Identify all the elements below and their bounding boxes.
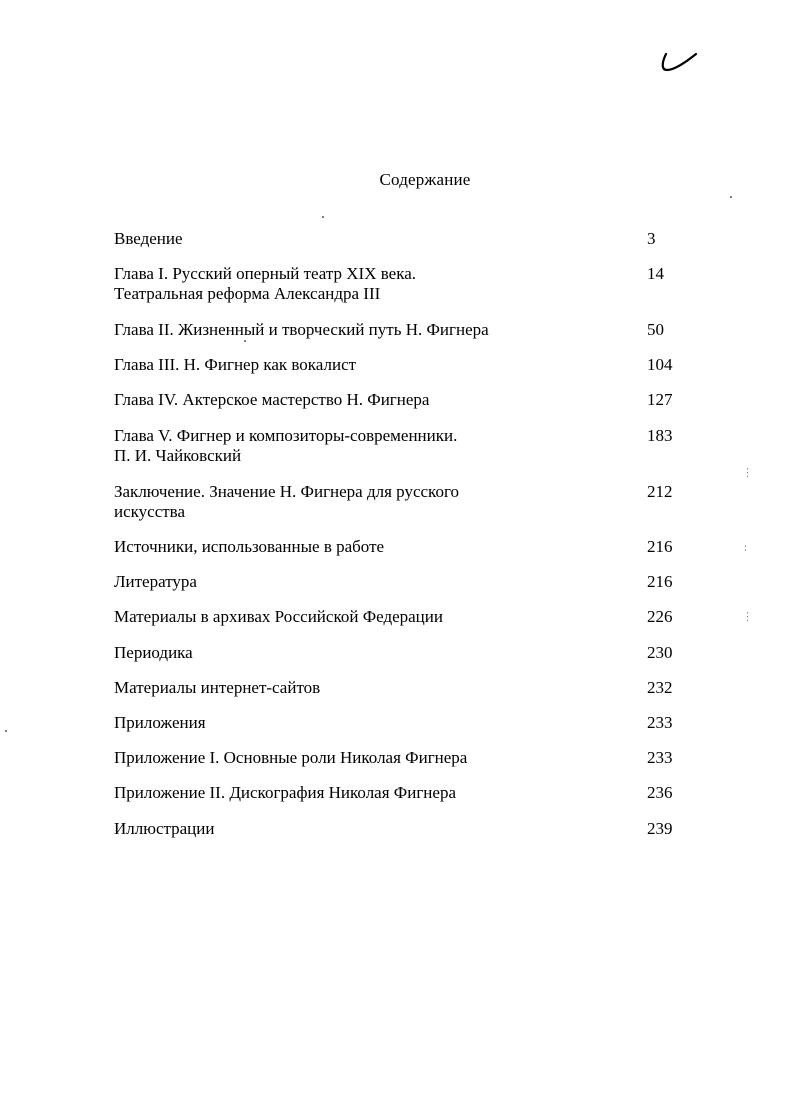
toc-entry-title: Глава I. Русский оперный театр XIX века. Театральная реформа Александра III <box>114 264 417 303</box>
toc-entry-page: 232 <box>647 678 673 697</box>
scan-speck <box>5 730 7 732</box>
toc-entry-title: Глава III. Н. Фигнер как вокалист <box>114 355 357 374</box>
toc-entry-title: Глава II. Жизненный и творческий путь Н. Фигнера <box>114 320 489 339</box>
scan-smudge: ⋮ <box>742 466 753 479</box>
toc-entry-page: 216 <box>647 572 673 591</box>
toc-entry-title: Введение <box>114 229 183 248</box>
toc-entry-page: 226 <box>647 607 673 626</box>
scan-smudge: ⋮ <box>742 610 753 623</box>
toc-entry-page: 236 <box>647 783 673 802</box>
scan-speck <box>322 216 324 218</box>
toc-entry-page: 3 <box>647 229 656 248</box>
toc-entry-page: 216 <box>647 537 673 556</box>
toc-entry-page: 127 <box>647 390 673 409</box>
scan-speck <box>730 196 732 198</box>
toc-entry-page: 212 <box>647 482 673 501</box>
toc-entry-title: Материалы интернет-сайтов <box>114 678 321 697</box>
toc-entry-title: Материалы в архивах Российской Федерации <box>114 607 443 626</box>
toc-entry-title: Глава V. Фигнер и композиторы-современники. П. И. Чайковский <box>114 426 458 465</box>
toc-entry-title: Источники, использованные в работе <box>114 537 385 556</box>
toc-entry-page: 230 <box>647 643 673 662</box>
toc-entry-page: 239 <box>647 819 673 838</box>
toc-entry-title: Глава IV. Актерское мастерство Н. Фигнера <box>114 390 430 409</box>
toc-entry-page: 50 <box>647 320 664 339</box>
toc-entry-title: Литература <box>114 572 197 591</box>
toc-entry-title: Приложение II. Дискография Николая Фигнера <box>114 783 456 802</box>
handwritten-mark-icon <box>658 48 700 78</box>
toc-entry-title: Приложения <box>114 713 206 732</box>
toc-entry-title: Иллюстрации <box>114 819 215 838</box>
toc-entry-title: Заключение. Значение Н. Фигнера для русского искусства <box>114 482 459 521</box>
scan-speck <box>244 340 246 342</box>
toc-entry-title: Периодика <box>114 643 193 662</box>
scan-smudge: ∶ <box>744 542 747 555</box>
toc-entry-page: 233 <box>647 748 673 767</box>
toc-entry-page: 14 <box>647 264 664 283</box>
toc-entry-page: 233 <box>647 713 673 732</box>
toc-entry-page: 104 <box>647 355 673 374</box>
toc-entry-page: 183 <box>647 426 673 445</box>
page-title: Содержание <box>379 170 471 189</box>
toc-entry-title: Приложение I. Основные роли Николая Фигнера <box>114 748 468 767</box>
